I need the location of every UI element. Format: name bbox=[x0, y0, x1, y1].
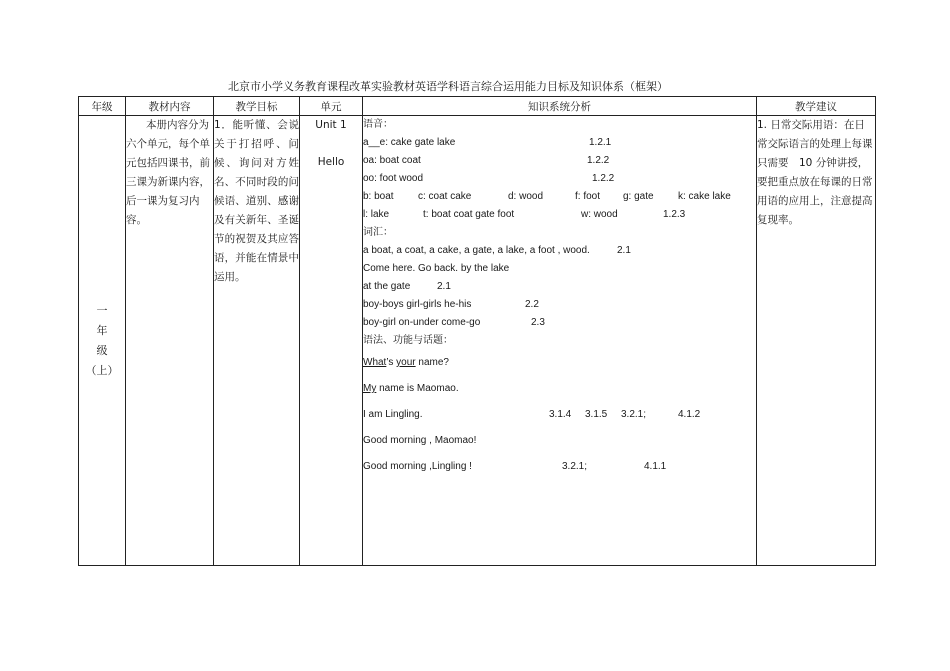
grade-cell bbox=[79, 116, 126, 566]
unit-cell bbox=[300, 116, 363, 566]
document-title: 北京市小学义务教育课程改革实验教材英语学科语言综合运用能力目标及知识体系（框架） bbox=[228, 80, 668, 93]
list-item: My name is Maomao. bbox=[363, 383, 459, 394]
unit-number: Unit 1 bbox=[315, 119, 347, 131]
content-text: 本册内容分为六个单元，每个单元包括四课书，前三课为新课内容，后一课为复习内容。 bbox=[126, 119, 210, 226]
header-goals: 教学目标 bbox=[214, 97, 300, 116]
list-item: a__e: cake gate lake 1.2.1 bbox=[363, 137, 612, 148]
header-grade: 年级 bbox=[79, 97, 126, 116]
list-item: Good morning ,Lingling ! 3.2.1; 4.1.1 bbox=[363, 461, 667, 472]
grade-char: （上） bbox=[85, 363, 119, 377]
list-item: boy-girl on-under come-go 2.3 bbox=[363, 317, 545, 328]
phonetics-heading: 语音： bbox=[363, 119, 393, 130]
unit-name: Hello bbox=[317, 156, 345, 168]
list-item: oa: boat coat 1.2.2 bbox=[363, 155, 610, 166]
content-cell bbox=[126, 116, 214, 566]
list-item: boy-boys girl-girls he-his 2.2 bbox=[363, 299, 539, 310]
table-row bbox=[79, 116, 876, 566]
advice-cell bbox=[757, 116, 876, 566]
list-item: l: lake t: boat coat gate foot w: wood 1.2.3 bbox=[363, 209, 686, 220]
advice-text: 1. 日常交际用语：在日常交际语言的处理上每课只需要 10 分钟讲授，要把重点放在每课的日常用语的应用上，注意提高复现率。 bbox=[757, 119, 873, 226]
list-item: at the gate 2.1 bbox=[363, 281, 451, 292]
list-item: Come here. Go back. by the lake bbox=[363, 263, 510, 274]
header-row bbox=[79, 97, 876, 116]
grade-char: 年 bbox=[96, 323, 108, 337]
list-item: What’s your name? bbox=[363, 357, 449, 368]
curriculum-table bbox=[78, 96, 876, 566]
goals-cell bbox=[214, 116, 300, 566]
header-unit: 单元 bbox=[300, 97, 363, 116]
grammar-heading: 语法、功能与话题： bbox=[363, 335, 453, 346]
vocab-heading: 词汇： bbox=[363, 227, 393, 238]
grade-char: 级 bbox=[96, 343, 108, 357]
list-item: I am Lingling. 3.1.4 3.1.5 3.2.1; 4.1.2 bbox=[363, 409, 701, 420]
list-item: a boat, a coat, a cake, a gate, a lake, a foot , wood. 2.1 bbox=[363, 245, 631, 256]
header-advice: 教学建议 bbox=[757, 97, 876, 116]
list-item: oo: foot wood 1.2.2 bbox=[363, 173, 615, 184]
header-knowledge: 知识系统分析 bbox=[363, 97, 757, 116]
list-item: b: boat c: coat cake d: wood f: foot g: gate k: cake lake bbox=[363, 191, 731, 202]
goals-text: 1．能听懂、会说关于打招呼、问候、询问对方姓名、不同时段的问候语、道别、感谢及有关新年、圣诞节的祝贺及其应答语，并能在情景中运用。 bbox=[214, 119, 299, 283]
header-content: 教材内容 bbox=[126, 97, 214, 116]
knowledge-cell bbox=[363, 116, 757, 566]
list-item: Good morning , Maomao! bbox=[363, 435, 477, 446]
grade-char: 一 bbox=[96, 303, 108, 317]
